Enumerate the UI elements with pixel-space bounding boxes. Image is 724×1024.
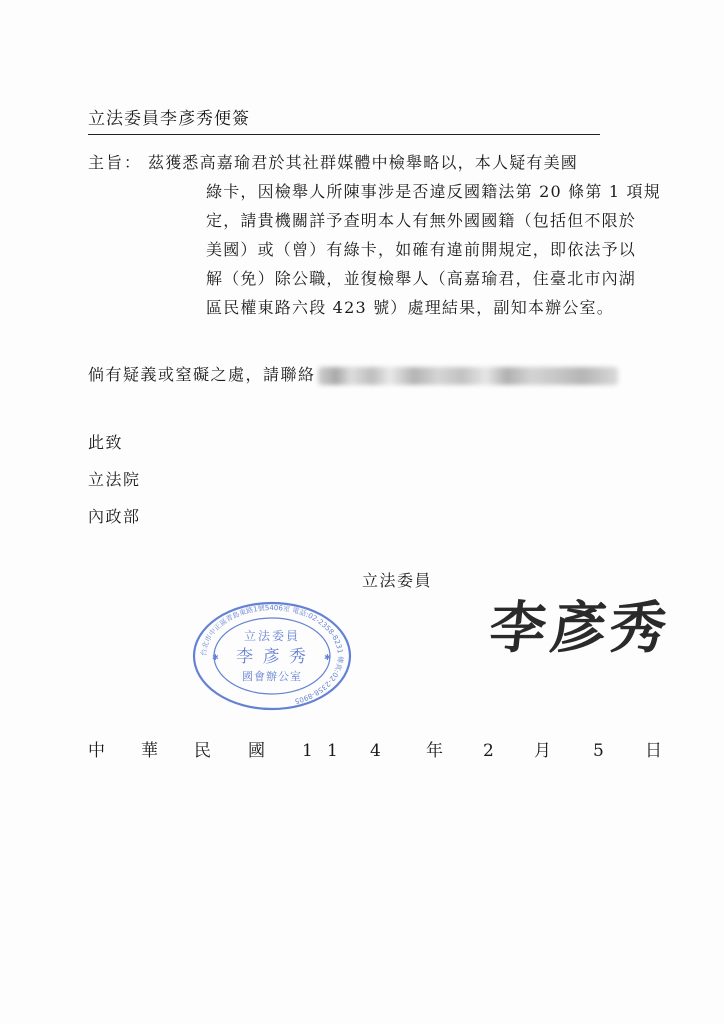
date-country-char: 民 — [194, 741, 211, 761]
stamp-line-office: 國會辦公室 — [242, 670, 302, 683]
date-day-unit: 日 — [645, 741, 662, 761]
date-year-digit: 1 — [327, 741, 338, 761]
subject-line: 區民權東路六段 423 號）處理結果，副知本辦公室。 — [206, 298, 614, 317]
stamp-line-title: 立法委員 — [243, 629, 301, 643]
closing-salutation: 此致 — [88, 433, 124, 452]
date-line — [88, 740, 663, 764]
stamp-ring-text: 台北市中正區青島東路1號5406室 電話:02-2358-8231 傳真:02-2358-8905 — [199, 603, 345, 706]
date-year-digit: 1 — [302, 741, 313, 761]
stamp-line-name: 李 彥 秀 — [236, 647, 308, 667]
office-seal-stamp — [192, 600, 352, 712]
recipient-legislative-yuan: 立法院 — [88, 470, 141, 489]
subject-line: 解（免）除公職，並復檢舉人（高嘉瑜君，住臺北市內湖 — [206, 269, 637, 288]
subject-line: 美國）或（曾）有綠卡，如確有違前開規定，即依法予以 — [206, 240, 637, 259]
memo-title: 立法委員李彥秀便簽 — [88, 108, 600, 135]
contact-line — [88, 362, 618, 388]
date-year-unit: 年 — [426, 741, 443, 761]
redacted-contact-info — [318, 367, 618, 385]
subject-line: 茲獲悉高嘉瑜君於其社群媒體中檢舉略以，本人疑有美國 — [148, 153, 579, 172]
sender-title: 立法委員 — [362, 571, 433, 590]
contact-text: 倘有疑義或窒礙之處，請聯絡 — [88, 365, 316, 384]
date-day: 5 — [593, 741, 604, 761]
date-country-char: 華 — [141, 741, 158, 761]
date-country-char: 中 — [88, 741, 105, 761]
date-year-digit: 4 — [370, 741, 381, 761]
star-icon: ✱ — [212, 653, 219, 662]
recipient-interior-ministry: 內政部 — [88, 507, 141, 526]
subject-body — [148, 148, 668, 322]
handwritten-signature: 李彥秀 — [486, 595, 674, 661]
subject-label: 主旨： — [88, 153, 143, 172]
subject-line: 定，請貴機關詳予查明本人有無外國國籍（包括但不限於 — [206, 211, 637, 230]
star-icon: ✱ — [324, 653, 331, 662]
date-month: 2 — [483, 741, 494, 761]
subject-line: 綠卡，因檢舉人所陳事涉是否違反國籍法第 20 條第 1 項規 — [206, 182, 661, 201]
date-month-unit: 月 — [534, 741, 551, 761]
date-country-char: 國 — [248, 741, 265, 761]
